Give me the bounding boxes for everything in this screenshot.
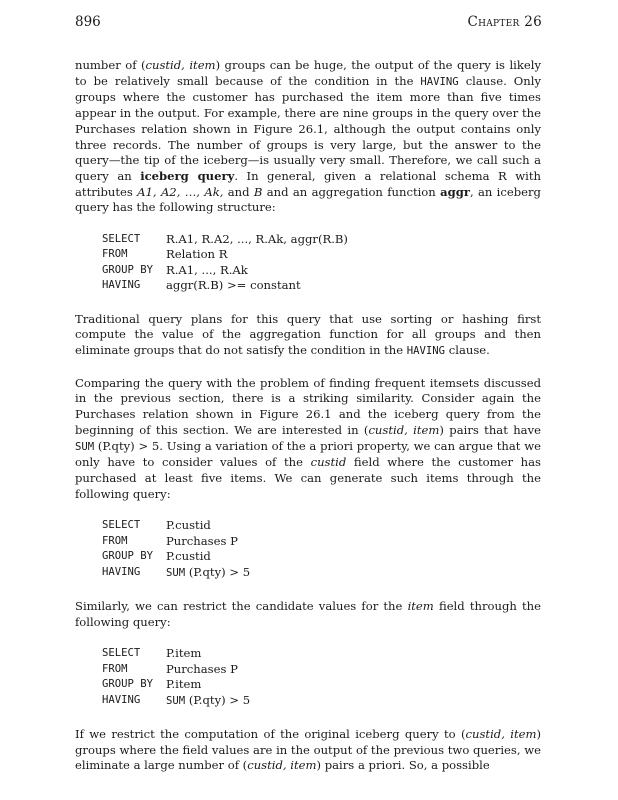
code-line (102, 662, 541, 677)
code-line (102, 534, 541, 549)
sql-value: P.item (166, 677, 202, 692)
text-run: Traditional query plans for this query that use sorting or hashing first compute the value of the aggregation function for all groups and then eliminate groups that do not satisfy the condition in the (75, 311, 541, 358)
sql-condition: (P.qty) > 5 (185, 564, 251, 579)
text-run: B (253, 184, 263, 199)
sql-value: Purchases P (166, 661, 238, 676)
sql-value (166, 693, 250, 709)
page-number: 896 (75, 14, 101, 30)
paragraph-4 (75, 599, 541, 630)
sql-value (166, 565, 250, 581)
sql-keyword: HAVING (102, 693, 141, 706)
text-run: ) pairs that have (439, 422, 541, 437)
sql-keyword: GROUP BY (102, 263, 154, 276)
text-run: . In general, given a relational schema R with attributes (75, 168, 541, 199)
text-run: field through the following query: (75, 599, 542, 629)
keyword: SUM (75, 440, 95, 453)
text-run: ) groups can be huge, the output of the query is likely to be relatively small because of the condition in the (75, 58, 542, 88)
running-head (75, 14, 542, 34)
text-run: item (407, 599, 434, 614)
sql-condition: (P.qty) > 5 (185, 692, 251, 707)
sql-value: P.custid (166, 549, 211, 564)
text-run: custid (310, 455, 347, 470)
text-run: custid, item (465, 727, 537, 742)
text-run: clause. (445, 343, 490, 358)
text-run: field where the customer has purchased at least five items. We can generate such items through the following query: (75, 455, 541, 501)
sql-keyword: FROM (102, 534, 128, 547)
text-run: custid, item (247, 758, 317, 773)
chapter-title: Chapter 26 (467, 14, 542, 30)
text-run: Similarly, we can restrict the candidate values for the (75, 599, 408, 614)
code-line (102, 677, 541, 692)
sql-keyword: HAVING (102, 279, 141, 292)
sql-value: Purchases P (166, 533, 238, 548)
code-line (102, 247, 541, 262)
query-block-2 (102, 518, 541, 581)
text-run: (P.qty) > 5. Using a variation of the a priori property, we can argue that we only have to consider values of the (75, 438, 541, 470)
term: aggr (440, 184, 470, 199)
paragraph-2 (75, 312, 541, 360)
code-line (102, 278, 541, 293)
sql-value: P.item (166, 646, 202, 661)
sql-value: R.A1, R.A2, ..., R.Ak, aggr(R.B) (166, 232, 348, 247)
text-run: If we restrict the computation of the original iceberg query to ( (75, 727, 466, 742)
sql-value: P.custid (166, 518, 211, 533)
sql-keyword: GROUP BY (102, 550, 154, 563)
code-line (102, 518, 541, 533)
text-run: clause. Only groups where the customer has purchased the item more than five times appear in the output. For example, there are nine groups in the query over the Purchases relation shown in Figure 26.1, although the output contains only three records. The number of groups is very large, but the answer to the query—the tip of the iceberg—is usually very small. Therefore, we call such a query an (75, 73, 541, 183)
keyword: HAVING (406, 345, 446, 358)
code-line (102, 263, 541, 278)
sql-keyword: FROM (102, 662, 128, 675)
text-run: number of ( (75, 58, 146, 72)
code-line (102, 693, 541, 709)
sql-function: SUM (166, 694, 186, 707)
text-run: Comparing the query with the problem of finding frequent itemsets discussed in the previous section, there is a striking similarity. Consider again the Purchases relation shown in Figure 26.1 and the iceberg query from the beginning of this section. We are interested in ( (75, 375, 541, 437)
sql-keyword: SELECT (102, 519, 141, 532)
sql-keyword: SELECT (102, 647, 141, 660)
text-run: custid, item (145, 58, 216, 72)
text-run: and (223, 184, 254, 199)
text-run: A1, A2, …, Ak, (137, 184, 224, 199)
sql-keyword: GROUP BY (102, 678, 154, 691)
code-line (102, 646, 541, 661)
sql-keyword: SELECT (102, 233, 141, 246)
query-block-3 (102, 646, 541, 709)
sql-keyword: FROM (102, 248, 128, 261)
text-run: ) groups where the field values are in the output of the previous two queries, we eliminate a large number of ( (75, 727, 541, 773)
term: iceberg query (140, 168, 235, 183)
query-block-1 (102, 232, 541, 294)
code-line (102, 565, 541, 581)
sql-function: SUM (166, 566, 186, 579)
text-run: custid, item (368, 422, 440, 437)
text-run: ) pairs a priori. So, a possible (316, 758, 490, 773)
page-body (75, 58, 541, 790)
sql-keyword: HAVING (102, 565, 141, 578)
code-line (102, 232, 541, 247)
sql-value: R.A1, ..., R.Ak (166, 262, 248, 277)
text-run: and an aggregation function (262, 184, 441, 199)
text-run: , an iceberg query has the following structure: (75, 184, 541, 215)
keyword: HAVING (420, 75, 459, 88)
paragraph-3 (75, 376, 541, 503)
paragraph-1 (75, 58, 541, 216)
paragraph-5 (75, 727, 541, 774)
code-line (102, 549, 541, 564)
sql-value: aggr(R.B) >= constant (166, 278, 301, 293)
sql-value: Relation R (166, 247, 228, 262)
